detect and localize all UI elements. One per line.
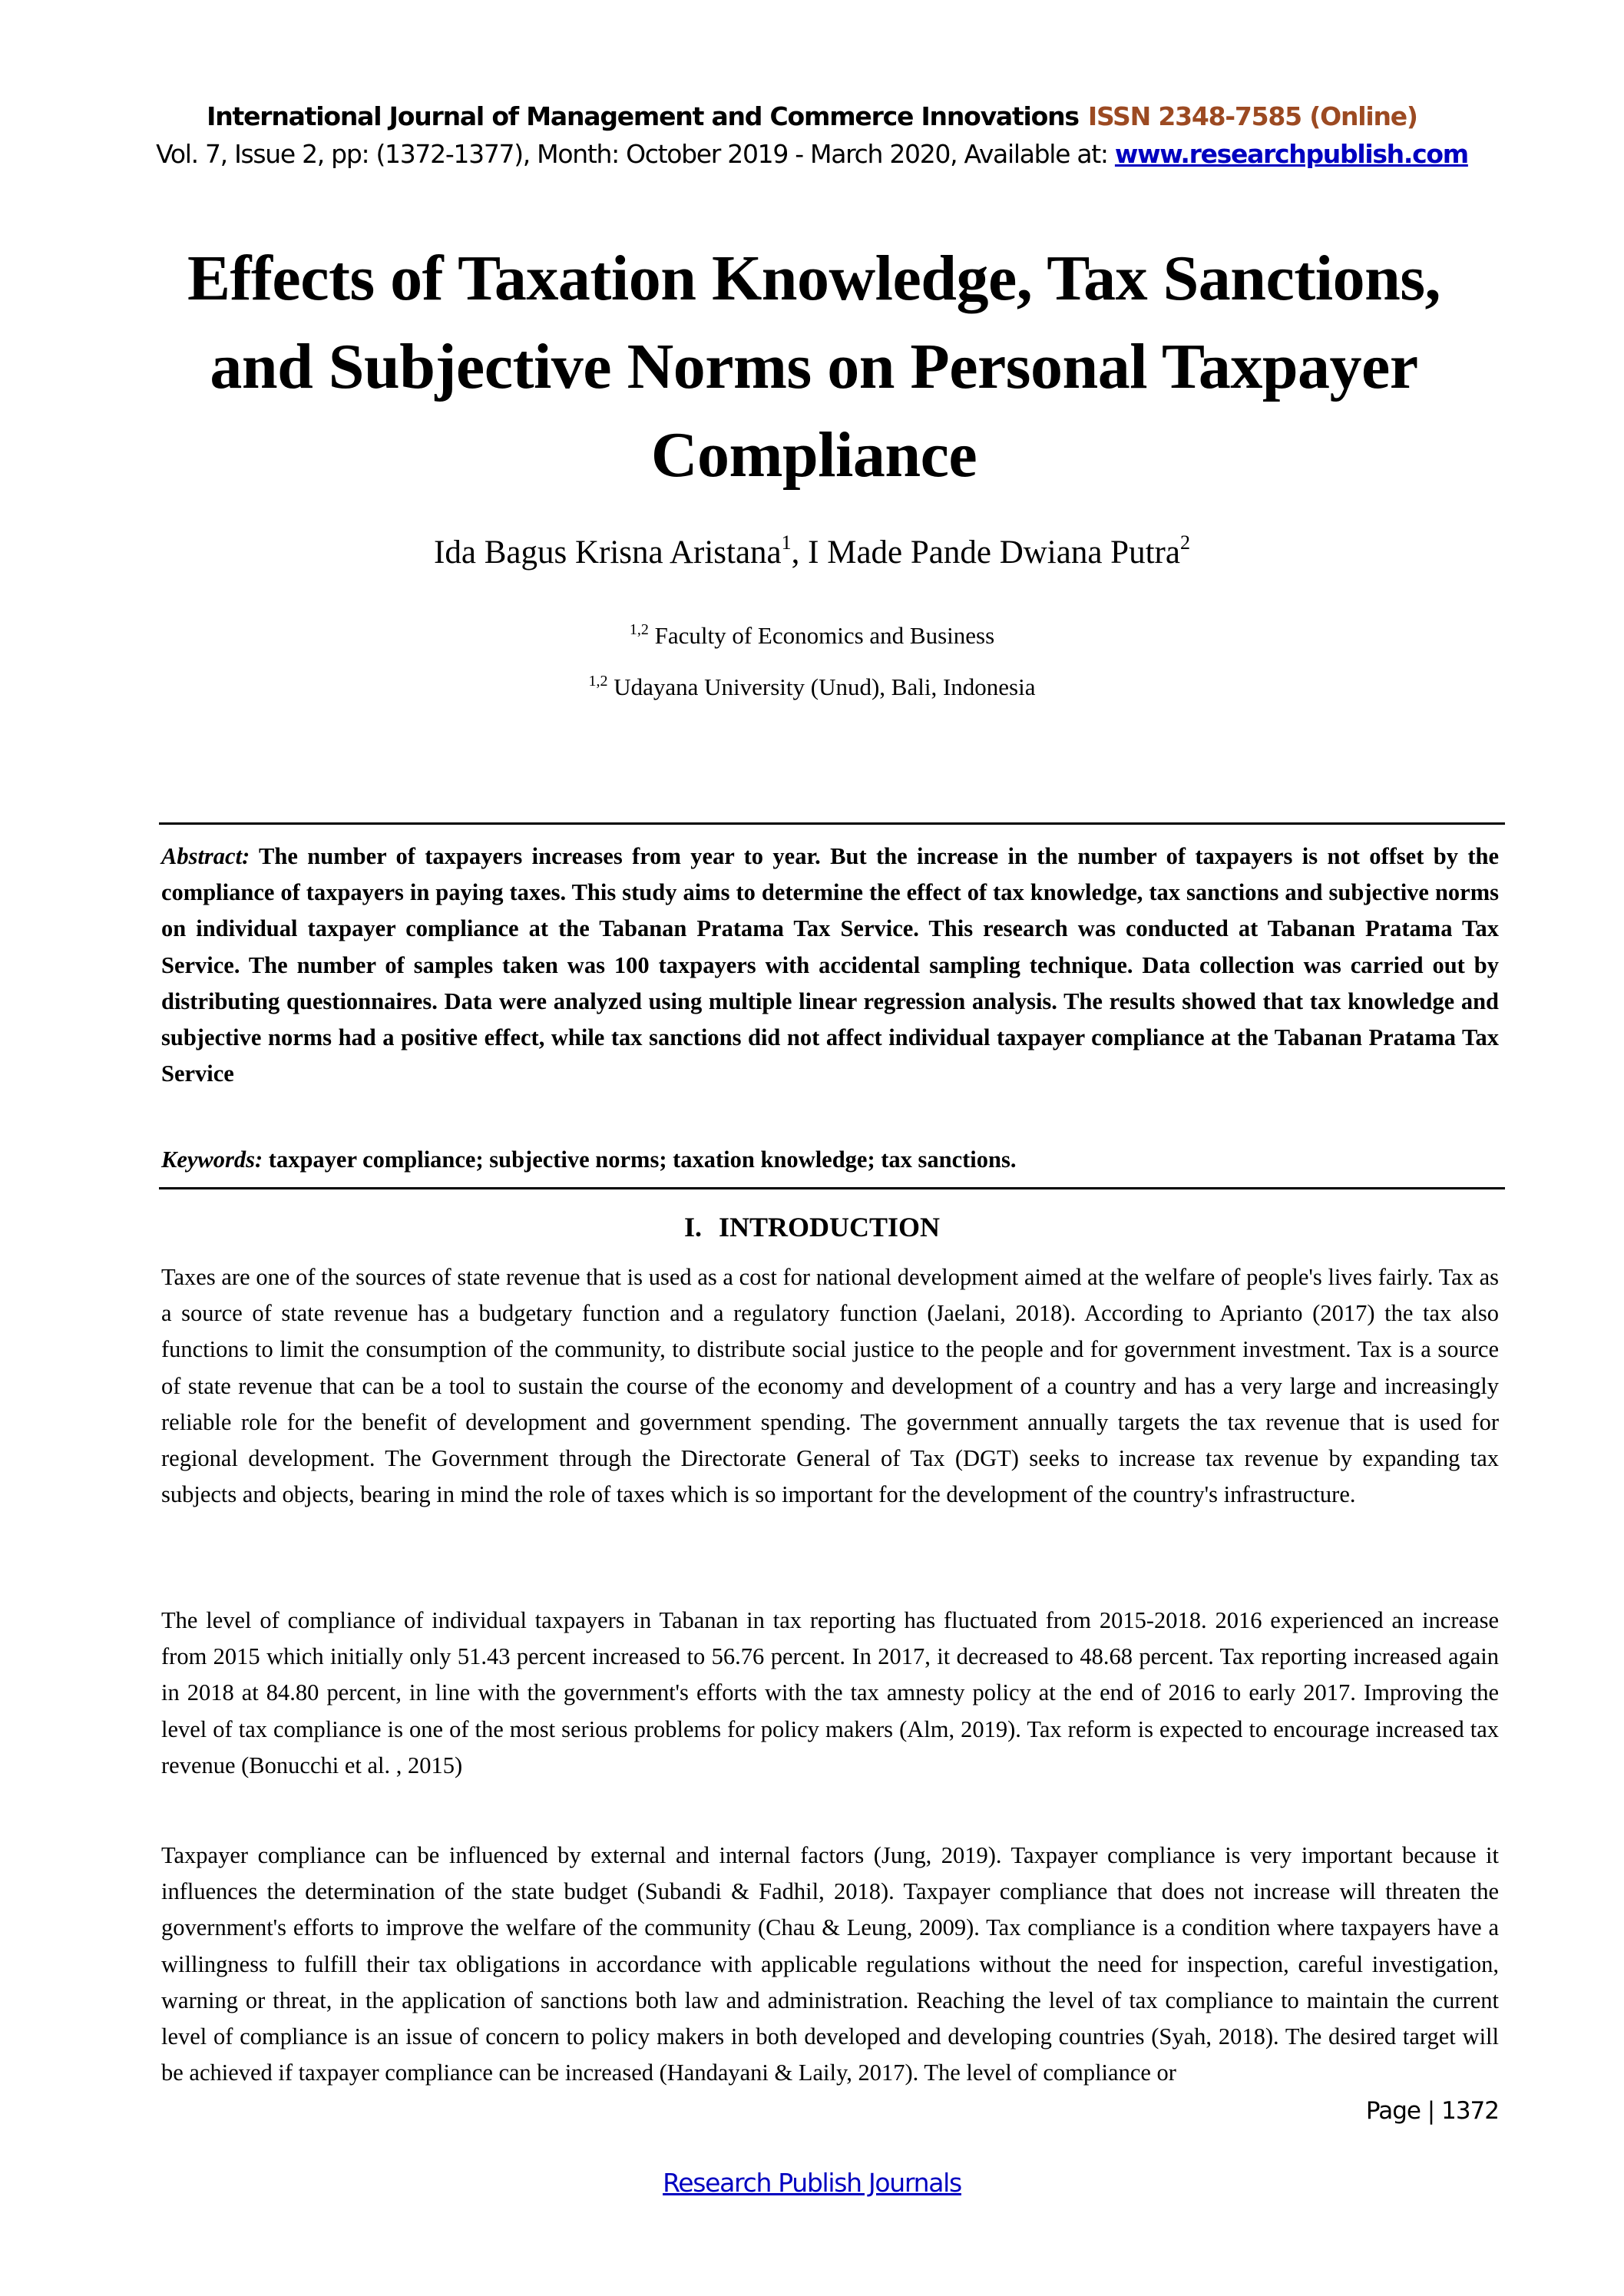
affiliation-faculty bbox=[0, 620, 1624, 651]
affiliation-university bbox=[0, 672, 1624, 703]
website-link[interactable]: www.researchpublish.com bbox=[1114, 139, 1468, 169]
keywords-label: Keywords: bbox=[161, 1146, 263, 1173]
keywords-block bbox=[161, 1143, 1499, 1176]
research-publish-journals-link[interactable]: Research Publish Journals bbox=[663, 2168, 961, 2198]
issn-label: ISSN 2348-7585 (Online) bbox=[1087, 101, 1417, 131]
body-paragraph: Taxpayer compliance can be influenced by external and internal factors (Jung, 2019). Taxpayer compliance is very important because it influences the determination of the state budget (Subandi & Fadhil, 2018). Taxpayer compliance that does not increase will threaten the government's efforts to improve the welfare of the community (Chau & Leung, 2009). Tax compliance is a condition where taxpayers have a willingness to fulfill their tax obligations in accordance with applicable regulations without the need for inspection, careful investigation, warning or threat, in the application of sanctions both law and administration. Reaching the level of tax compliance to maintain the current level of compliance is an issue of concern to policy makers in both developed and developing countries (Syah, 2018). The desired target will be achieved if taxpayer compliance can be increased (Handayani & Laily, 2017). The level of compliance or bbox=[161, 1842, 1499, 2086]
affiliation-marker: 1,2 bbox=[629, 621, 649, 638]
page-number: Page | 1372 bbox=[1365, 2097, 1499, 2125]
abstract-block bbox=[161, 839, 1499, 1092]
abstract-bottom-rule bbox=[159, 1187, 1505, 1189]
issue-info-line bbox=[0, 135, 1624, 174]
body-paragraph: The level of compliance of individual taxpayers in Tabanan in tax reporting has fluctuated from 2015-2018. 2016 experienced an increase from 2015 which initially only 51.43 percent increased to 56.76 percent. In 2017, it decreased to 48.68 percent. Tax reporting increased again in 2018 at 84.80 percent, in line with the government's efforts with the tax amnesty policy at the end of 2016 to early 2017. Improving the level of tax compliance is one of the most serious problems for policy makers (Alm, 2019). Tax reform is expected to encourage increased tax revenue (Bonucchi et al. , 2015) bbox=[161, 1607, 1499, 1778]
issue-info: Vol. 7, Issue 2, pp: (1372-1377), Month: October 2019 - March 2020, Available at: bbox=[156, 139, 1115, 169]
footer bbox=[0, 2165, 1624, 2201]
journal-title-line bbox=[0, 98, 1624, 135]
journal-header bbox=[0, 98, 1624, 174]
paper-title: Effects of Taxation Knowledge, Tax Sanctions, and Subjective Norms on Personal Taxpayer Compliance bbox=[187, 243, 1441, 491]
affiliation-text: Udayana University (Unud), Bali, Indonesia bbox=[607, 673, 1036, 700]
section-title: INTRODUCTION bbox=[718, 1212, 941, 1242]
abstract-text: The number of taxpayers increases from year to year. But the increase in the number of taxpayers is not offset by the compliance of taxpayers in paying taxes. This study aims to determine the effect of tax knowledge, tax sanctions and subjective norms on individual taxpayer compliance at the Tabanan Pratama Tax Service. This research was conducted at Tabanan Pratama Tax Service. The number of samples taken was 100 taxpayers with accidental sampling technique. Data collection was carried out by distributing questionnaires. Data were analyzed using multiple linear regression analysis. The results showed that tax knowledge and subjective norms had a positive effect, while tax sanctions did not affect individual taxpayer compliance at the Tabanan Pratama Tax Service bbox=[161, 843, 1499, 1087]
section-number: I. bbox=[683, 1212, 702, 1242]
author-name: Ida Bagus Krisna Aristana bbox=[434, 534, 782, 571]
affiliation-text: Faculty of Economics and Business bbox=[648, 622, 995, 649]
abstract-top-rule bbox=[159, 822, 1505, 825]
journal-name: International Journal of Management and Commerce Innovations bbox=[207, 101, 1079, 131]
author-affiliation-marker: 1 bbox=[781, 531, 792, 554]
affiliation-marker: 1,2 bbox=[588, 673, 608, 690]
authors-line bbox=[0, 530, 1624, 576]
keywords-text: taxpayer compliance; subjective norms; taxation knowledge; tax sanctions. bbox=[263, 1146, 1017, 1173]
author-name: I Made Pande Dwiana Putra bbox=[808, 534, 1180, 571]
abstract-label: Abstract: bbox=[161, 843, 250, 869]
author-affiliation-marker: 2 bbox=[1179, 531, 1190, 554]
author-separator: , bbox=[791, 534, 809, 571]
section-heading-introduction bbox=[0, 1208, 1624, 1246]
body-paragraph: Taxes are one of the sources of state revenue that is used as a cost for national development aimed at the welfare of people's lives fairly. Tax as a source of state revenue has a budgetary function and a regulatory function (Jaelani, 2018). According to Aprianto (2017) the tax also functions to limit the consumption of the community, to distribute social justice to the people and for government investment. Tax is a source of state revenue that can be a tool to sustain the course of the economy and development of a country and has a very large and increasingly reliable role for the benefit of development and government spending. The government annually targets the tax revenue that is used for regional development. The Government through the Directorate General of Tax (DGT) seeks to increase tax revenue by expanding tax subjects and objects, bearing in mind the role of taxes which is so important for the development of the country's infrastructure. bbox=[161, 1264, 1499, 1508]
